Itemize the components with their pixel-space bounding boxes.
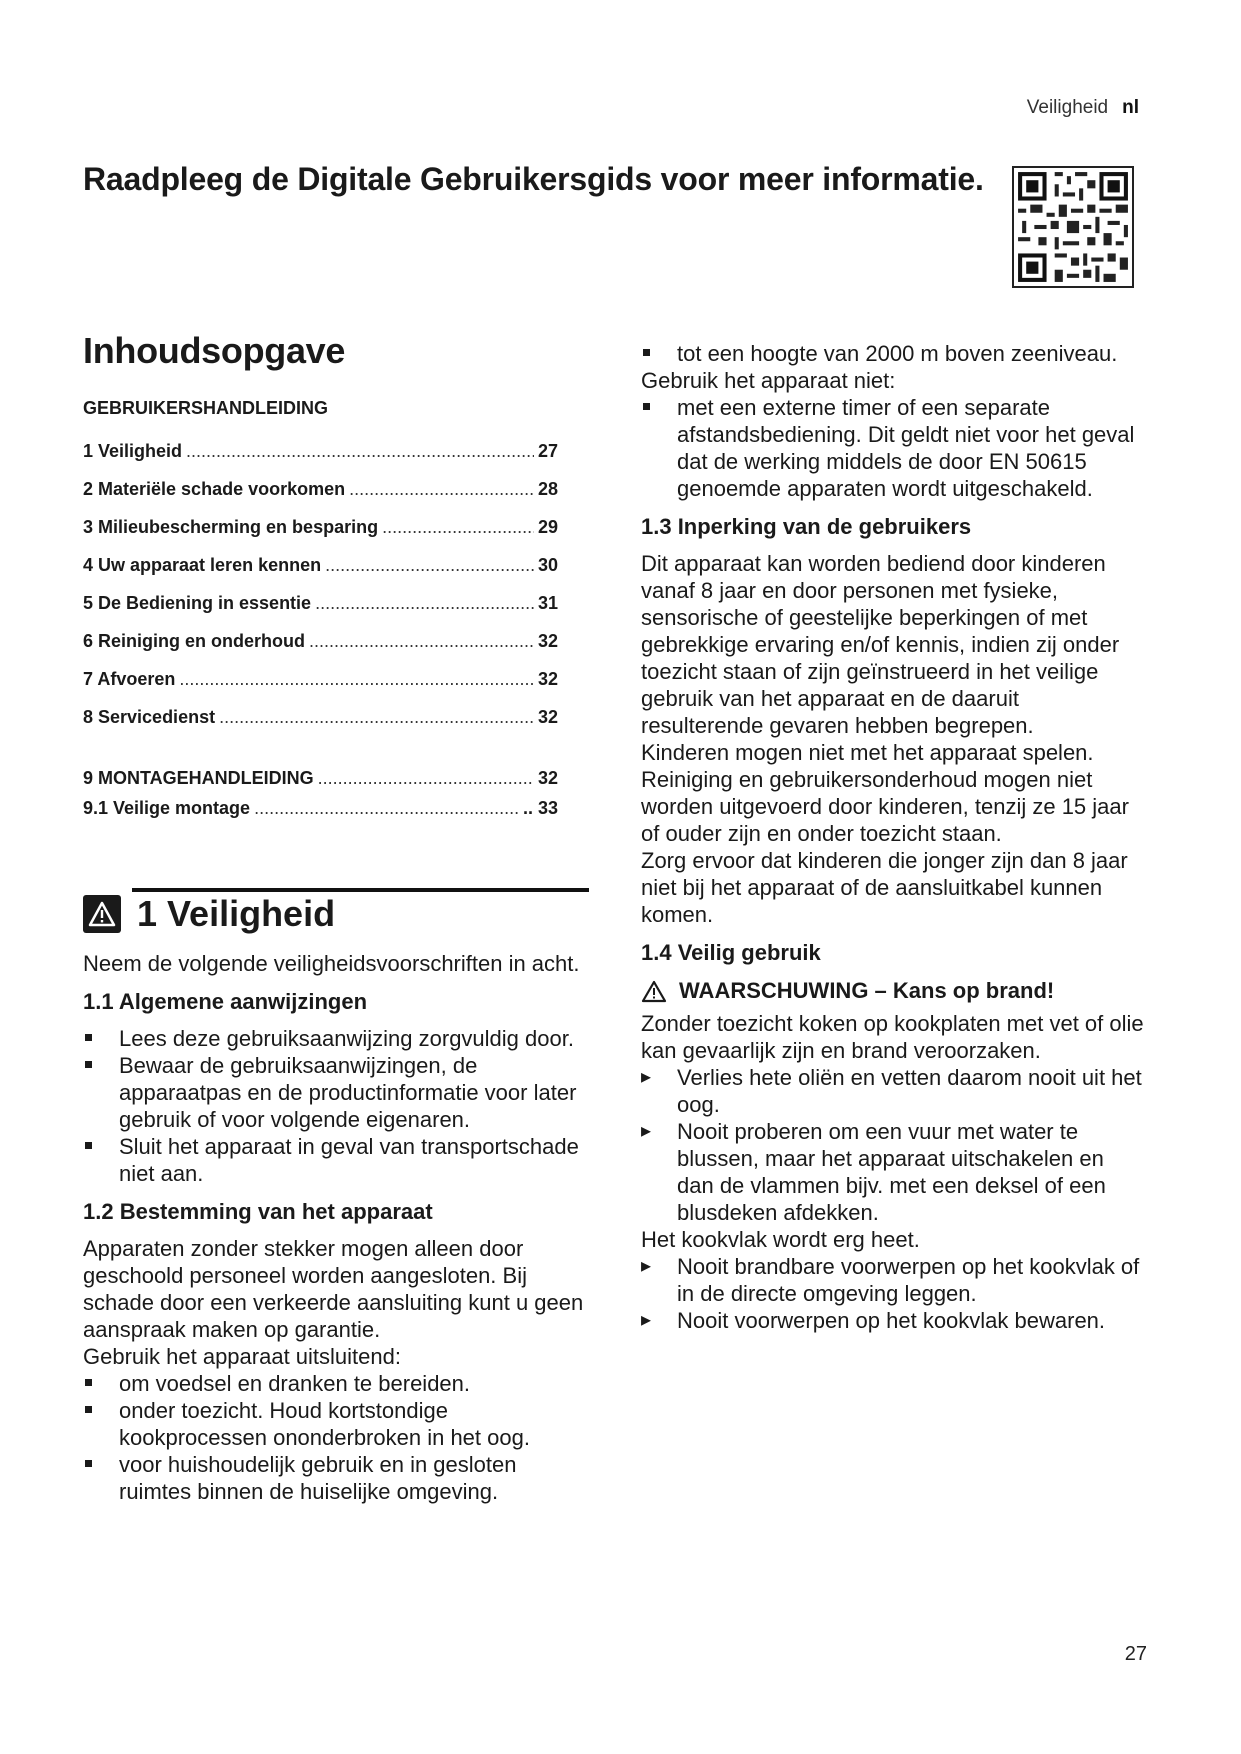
warning-triangle-icon	[88, 901, 116, 927]
toc-entry[interactable]	[83, 593, 558, 631]
heading-1-3: 1.3 Inperking van de gebruikers	[641, 514, 972, 539]
paragraph: Reiniging en gebruikersonderhoud mogen niet worden uitgevoerd door kinderen, tenzij ze 15 jaar of ouder zijn en onder toezicht staan.	[641, 767, 1129, 846]
list-item: Sluit het apparaat in geval van transportschade niet aan.	[83, 1133, 588, 1187]
toc-entry-label: 1 Veiligheid	[83, 441, 183, 461]
toc-entry[interactable]	[83, 555, 558, 593]
section-title: 1 Veiligheid	[137, 893, 336, 934]
toc-entry-label: 8 Servicedienst	[83, 707, 216, 727]
page-number: 27	[1124, 1643, 1147, 1665]
toc-title: Inhoudsopgave	[83, 330, 346, 371]
header-section: Veiligheid	[1026, 97, 1109, 118]
warning-text: WAARSCHUWING – Kans op brand!	[679, 978, 1055, 1003]
heading-1-2: 1.2 Bestemming van het apparaat	[83, 1199, 433, 1224]
list-1-1	[83, 1025, 588, 1187]
heading-1-4: 1.4 Veilig gebruik	[641, 940, 821, 965]
toc-subtitle: GEBRUIKERSHANDLEIDING	[83, 398, 329, 418]
paragraph: Gebruik het apparaat niet:	[641, 368, 896, 393]
list-1-2-cont	[641, 340, 1146, 367]
list-item: onder toezicht. Houd kortstondige kookprocessen ononderbroken in het oog.	[83, 1397, 588, 1451]
toc-entry-page: 30	[537, 555, 558, 575]
toc-entry-page: 32	[537, 631, 558, 651]
list-1-2	[83, 1370, 588, 1505]
warning-box-icon	[83, 895, 121, 933]
warning-triangle-icon	[641, 980, 667, 1003]
toc-entry-page: 32	[537, 669, 558, 689]
toc-entry-page: 27	[537, 441, 558, 461]
list-item: ▸ Nooit brandbare voorwerpen op het kookvlak of in de directe omgeving leggen.	[641, 1253, 1146, 1307]
toc-entry-label: 9.1 Veilige montage	[83, 798, 251, 818]
paragraph: Zonder toezicht koken op kookplaten met vet of olie kan gevaarlijk zijn en brand veroorzaken.	[641, 1011, 1144, 1063]
toc-entry-page: 31	[537, 593, 558, 613]
paragraph: Dit apparaat kan worden bediend door kinderen vanaf 8 jaar en door personen met fysieke, sensorische of geestelijke beperkingen of met gebrekkige ervaring en/of kennis, indien zij onder toezicht staan of zijn geïnstrueerd in het veilige gebruik van het apparaat en de daaruit resulterende gevaren hebben begrepen.	[641, 551, 1120, 738]
list-item: ▸ Nooit voorwerpen op het kookvlak bewaren.	[641, 1307, 1146, 1334]
list-item: voor huishoudelijk gebruik en in gesloten ruimtes binnen de huiselijke omgeving.	[83, 1451, 588, 1505]
list-item: Lees deze gebruiksaanwijzing zorgvuldig door.	[83, 1025, 588, 1052]
list-item: ▸ Verlies hete oliën en vetten daarom nooit uit het oog.	[641, 1064, 1146, 1118]
paragraph: Kinderen mogen niet met het apparaat spelen.	[641, 740, 1094, 765]
toc-entry-page: .. 33	[522, 798, 558, 818]
toc-entry[interactable]	[83, 707, 558, 745]
toc-entry-page: 32	[537, 768, 558, 788]
paragraph: Gebruik het apparaat uitsluitend:	[83, 1344, 401, 1369]
toc-entry-label: 5 De Bediening in essentie	[83, 593, 312, 613]
toc-entry-label: 3 Milieubescherming en besparing	[83, 517, 379, 537]
warning-line	[641, 978, 1146, 1004]
paragraph: Het kookvlak wordt erg heet.	[641, 1227, 920, 1252]
toc-entry-label: 6 Reiniging en onderhoud	[83, 631, 305, 651]
paragraph: Apparaten zonder stekker mogen alleen door geschoold personeel worden aangesloten. Bij schade door een verkeerde aansluiting kunt u geen aanspraak maken op garantie.	[83, 1236, 584, 1342]
toc-entry[interactable]	[83, 517, 558, 555]
header-lang: nl	[1122, 97, 1139, 118]
section-intro: Neem de volgende veiligheidsvoorschriften in acht.	[83, 951, 580, 976]
list-item: om voedsel en dranken te bereiden.	[83, 1370, 588, 1397]
right-body	[641, 340, 1146, 1334]
toc-entry-label: 7 Afvoeren	[83, 669, 176, 689]
paragraph: Zorg ervoor dat kinderen die jonger zijn dan 8 jaar niet bij het apparaat of de aansluitkabel kunnen komen.	[641, 848, 1128, 927]
list-not	[641, 394, 1146, 502]
list-item: ▸ Nooit proberen om een vuur met water te blussen, maar het apparaat uitschakelen en dan de vlammen bijv. met een deksel of een blusdeken afdekken.	[641, 1118, 1146, 1226]
heading-1-1: 1.1 Algemene aanwijzingen	[83, 989, 368, 1014]
section-rule	[132, 888, 589, 892]
list-item: met een externe timer of een separate afstandsbediening. Dit geldt niet voor het geval dat de werking middels de door EN 50615 genoemde apparaten wordt uitgeschakeld.	[641, 394, 1146, 502]
qr-code-icon	[1012, 166, 1134, 288]
toc-entry[interactable]	[83, 669, 558, 707]
toc-entry-label: 4 Uw apparaat leren kennen	[83, 555, 322, 575]
toc-entry-label: 9 MONTAGEHANDLEIDING	[83, 768, 314, 788]
toc-entry[interactable]	[83, 798, 558, 828]
toc-entry-page: 32	[537, 707, 558, 727]
toc-entry[interactable]	[83, 768, 558, 798]
list-item: Bewaar de gebruiksaanwijzingen, de apparaatpas en de productinformatie voor later gebruik of voor volgende eigenaren.	[83, 1052, 588, 1133]
list-1-4a	[641, 1064, 1146, 1226]
list-item: tot een hoogte van 2000 m boven zeeniveau.	[641, 340, 1146, 367]
toc-entry[interactable]	[83, 631, 558, 669]
toc-entry-page: 28	[537, 479, 558, 499]
digital-guide-notice: Raadpleeg de Digitale Gebruikersgids voor meer informatie.	[83, 161, 984, 197]
list-1-4b	[641, 1253, 1146, 1334]
toc-entry[interactable]	[83, 441, 558, 479]
running-header	[1027, 97, 1139, 119]
toc	[83, 330, 588, 828]
toc-entry[interactable]	[83, 479, 558, 517]
toc-entry-label: 2 Materiële schade voorkomen	[83, 479, 346, 499]
section-heading	[83, 893, 335, 935]
left-body	[83, 950, 588, 1505]
toc-entry-page: 29	[537, 517, 558, 537]
